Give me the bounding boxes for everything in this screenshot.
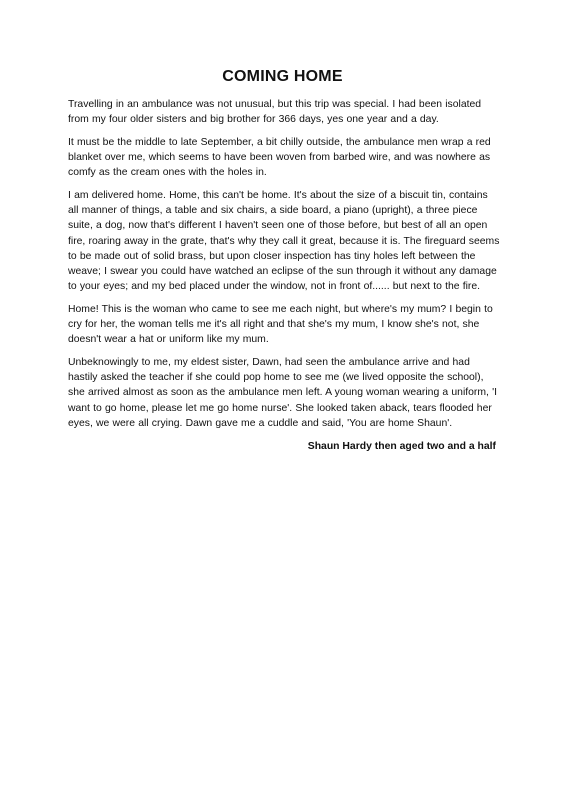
story-body bbox=[68, 97, 500, 454]
paragraph-5: Unbeknowingly to me, my eldest sister, Dawn, had seen the ambulance arrive and had hastily asked the teacher if she could pop home to see me (we lived opposite the school), she arrived almost as soon as the ambulance men left. A young woman wearing a uniform, 'I want to go home, please let me go home nurse'. She looked taken aback, tears flooded her eyes, we were all crying. Dawn gave me a cuddle and said, 'You are home Shaun'. bbox=[68, 357, 497, 429]
author-signature: Shaun Hardy then aged two and a half bbox=[307, 440, 496, 452]
page-title: COMING HOME bbox=[222, 68, 343, 85]
paragraph-1: Travelling in an ambulance was not unusual, but this trip was special. I had been isolated from my four older sisters and big brother for 366 days, yes one year and a day. bbox=[68, 99, 482, 126]
paragraph-3: I am delivered home. Home, this can't be home. It's about the size of a biscuit tin, contains all manner of things, a table and six chairs, a side board, a piano (upright), a three piece suite, a dog, now that's different I haven't seen one of those before, but best of all an open fire, roaring away in the grate, that's why they call it great, because it is. The fireguard seems to be made out of solid brass, but upon closer inspection has tiny holes left between the weave; I swear you could have watched an eclipse of the sun through it without any damage to your eyes; and my bed placed under the window, not in front of...... but next to the fire. bbox=[68, 190, 500, 293]
paragraph-4: Home! This is the woman who came to see me each night, but where's my mum? I begin to cry for her, the woman tells me it's all right and that she's my mum, I know she's not, she doesn't wear a hat or uniform like my mum. bbox=[68, 303, 493, 346]
paragraph-2: It must be the middle to late September, a bit chilly outside, the ambulance men wrap a red blanket over me, which seems to have been woven from barbed wire, and was nowhere as comfy as the cream ones with the holes in. bbox=[68, 136, 491, 179]
